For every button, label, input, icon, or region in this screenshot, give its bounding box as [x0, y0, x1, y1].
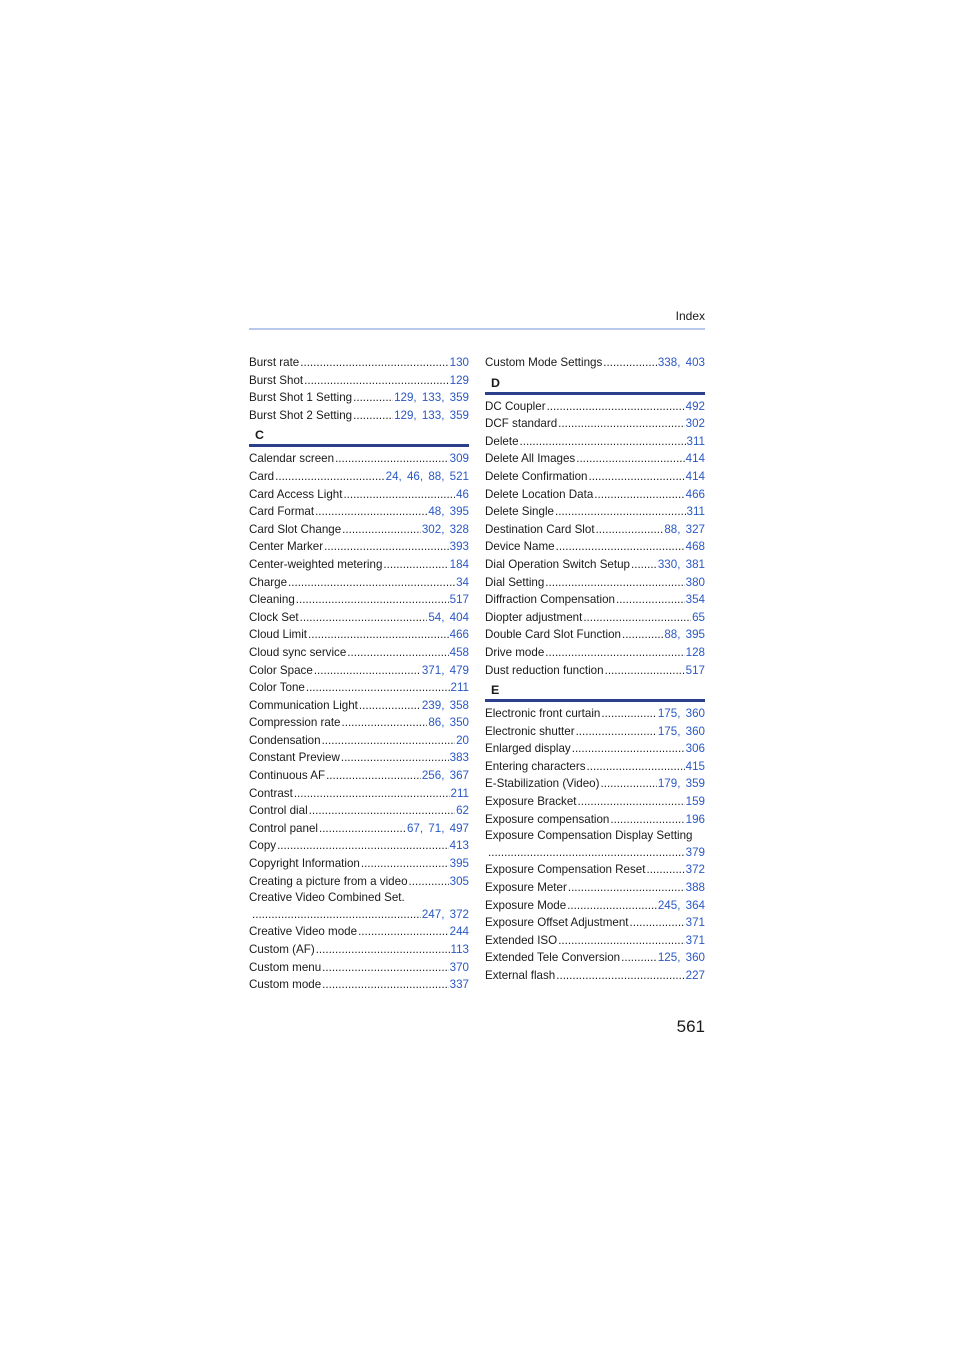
page-refs[interactable]: 370 — [449, 960, 469, 974]
leader-dots — [596, 521, 664, 539]
page-refs[interactable]: 128 — [685, 645, 705, 659]
page-refs[interactable]: 380 — [685, 575, 705, 589]
page-refs[interactable]: 129, 133, 359 — [394, 408, 469, 422]
index-entry — [249, 785, 469, 803]
leader-dots — [601, 705, 657, 723]
index-entry — [249, 837, 469, 855]
index-term: Copy — [249, 839, 277, 853]
page-refs[interactable]: 395 — [449, 857, 469, 871]
leader-dots — [601, 775, 657, 793]
leader-dots — [545, 644, 684, 662]
page-refs[interactable]: 517 — [685, 663, 705, 677]
page-refs[interactable]: 330, 381 — [657, 557, 705, 571]
page-refs[interactable]: 517 — [449, 593, 469, 607]
entry-group-top — [485, 354, 705, 372]
index-entry — [485, 398, 705, 416]
index-term: Entering characters — [485, 759, 586, 773]
leader-dots — [583, 609, 691, 627]
page-refs[interactable]: 130 — [449, 356, 469, 369]
index-entry — [249, 644, 469, 662]
entry-group-c — [249, 450, 469, 890]
index-entry — [249, 407, 469, 425]
page-refs[interactable]: 371, 479 — [421, 663, 469, 677]
index-term: Extended ISO — [485, 933, 558, 947]
index-term: Burst Shot — [249, 373, 304, 387]
page-refs[interactable]: 415 — [685, 759, 705, 773]
index-term: Dial Setting — [485, 575, 545, 589]
index-entry — [485, 932, 705, 950]
page-refs[interactable]: 113 — [450, 943, 469, 956]
index-term: Creating a picture from a video — [249, 874, 408, 888]
entry-group-d — [485, 398, 705, 680]
index-term: Color Space — [249, 663, 313, 677]
index-entry — [249, 354, 469, 372]
page-refs[interactable]: 175, 360 — [657, 707, 705, 721]
leader-dots — [358, 923, 449, 941]
index-entry — [249, 923, 469, 941]
page-refs[interactable]: 86, 350 — [428, 716, 469, 730]
leader-dots — [545, 574, 684, 592]
index-term: Card Access Light — [249, 487, 343, 501]
index-entry — [485, 897, 705, 915]
page-refs[interactable]: 371 — [685, 916, 705, 930]
leader-dots — [587, 758, 685, 776]
index-entry — [249, 767, 469, 785]
leader-dots — [558, 415, 684, 433]
index-term: Dust reduction function — [485, 663, 604, 677]
index-term: Compression rate — [249, 716, 341, 730]
leader-dots — [326, 767, 421, 785]
page-refs[interactable]: 129 — [449, 373, 469, 387]
section-letter: C — [255, 428, 264, 443]
page-refs[interactable]: 239, 358 — [421, 698, 469, 712]
index-term: Exposure Meter — [485, 881, 567, 895]
page-refs[interactable]: 338, 403 — [657, 356, 705, 369]
index-entry — [249, 732, 469, 750]
index-term: Delete Location Data — [485, 487, 594, 501]
leader-dots — [621, 949, 657, 967]
leader-dots — [547, 398, 685, 416]
index-entry — [485, 723, 705, 741]
page-refs[interactable]: 414 — [685, 452, 705, 466]
header-rule — [249, 328, 705, 330]
index-term: Creative Video mode — [249, 925, 358, 939]
index-entry — [485, 503, 705, 521]
leader-dots — [306, 679, 450, 697]
page-refs[interactable]: 179, 359 — [657, 777, 705, 791]
index-term: Control dial — [249, 804, 308, 818]
index-term: Communication Light — [249, 698, 358, 712]
index-term: Card — [249, 469, 275, 483]
leader-dots — [314, 662, 421, 680]
index-entry — [485, 609, 705, 627]
leader-dots — [316, 941, 450, 959]
page-refs[interactable]: 306 — [685, 742, 705, 756]
page-refs[interactable]: 354 — [685, 593, 705, 607]
entry-group-e — [485, 705, 705, 828]
leader-dots — [315, 503, 427, 521]
header-title: Index — [675, 309, 705, 323]
page-refs[interactable]: 125, 360 — [657, 951, 705, 965]
index-entry — [485, 967, 705, 985]
index-entry — [249, 802, 469, 820]
leader-dots — [309, 802, 455, 820]
page-refs[interactable]: 458 — [449, 645, 469, 659]
leader-dots — [520, 433, 686, 451]
leader-dots — [568, 879, 685, 897]
index-entry — [485, 433, 705, 451]
leader-dots — [556, 538, 685, 556]
index-entry — [485, 450, 705, 468]
index-term: Creative Video Combined Set. — [249, 891, 405, 905]
index-term: Electronic front curtain — [485, 707, 601, 721]
leader-dots — [361, 855, 449, 873]
index-term: Charge — [249, 575, 288, 589]
entry-group-e-after — [485, 861, 705, 984]
section-c-heading — [249, 424, 469, 450]
index-entry — [485, 740, 705, 758]
section-rule — [485, 699, 705, 702]
index-term: Exposure Compensation Display Setting — [485, 829, 693, 843]
page-refs[interactable]: 466 — [685, 487, 705, 501]
leader-dots — [322, 959, 448, 977]
leader-dots — [324, 538, 449, 556]
leader-dots — [622, 626, 663, 644]
index-entry — [485, 775, 705, 793]
index-entry — [485, 793, 705, 811]
page-refs[interactable]: 302 — [685, 417, 705, 431]
index-term: External flash — [485, 969, 556, 982]
entry-group-top — [249, 354, 469, 424]
leader-dots — [567, 897, 657, 915]
index-entry — [249, 450, 469, 468]
index-entry-wrapped — [249, 890, 469, 923]
index-term: Custom menu — [249, 960, 322, 974]
leader-dots — [308, 626, 449, 644]
index-term: Cloud Limit — [249, 628, 307, 642]
section-rule — [485, 392, 705, 395]
index-term: Contrast — [249, 786, 293, 800]
page-refs[interactable]: 379 — [685, 845, 705, 859]
index-entry — [485, 591, 705, 609]
leader-dots — [555, 503, 686, 521]
index-entry — [249, 503, 469, 521]
leader-dots — [610, 811, 684, 829]
page-refs[interactable]: 309 — [449, 452, 469, 466]
index-term: Electronic shutter — [485, 724, 575, 738]
index-entry — [249, 749, 469, 767]
page-refs[interactable]: 466 — [449, 628, 469, 642]
index-entry-wrapped — [485, 828, 705, 861]
index-entry — [249, 372, 469, 390]
index-term: Condensation — [249, 733, 321, 747]
leader-dots — [288, 574, 455, 592]
leader-dots — [296, 591, 449, 609]
leader-dots — [322, 732, 456, 750]
index-term: Dial Operation Switch Setup — [485, 557, 630, 571]
index-entry — [485, 644, 705, 662]
leader-dots — [252, 906, 421, 924]
index-term: Exposure Mode — [485, 898, 567, 912]
page-refs[interactable]: 372 — [685, 863, 705, 877]
leader-dots — [558, 932, 684, 950]
index-entry — [485, 468, 705, 486]
index-entry — [249, 714, 469, 732]
leader-dots — [277, 837, 449, 855]
page-refs[interactable]: 54, 404 — [428, 610, 469, 624]
index-entry — [249, 976, 469, 994]
index-entry — [485, 354, 705, 372]
leader-dots — [572, 740, 685, 758]
index-entry — [485, 861, 705, 879]
page-refs[interactable]: 34 — [456, 575, 469, 589]
index-entry — [249, 389, 469, 407]
index-entry — [249, 941, 469, 959]
page-refs[interactable]: 337 — [449, 978, 469, 992]
index-term: Custom mode — [249, 978, 322, 992]
index-entry — [249, 538, 469, 556]
index-term: Exposure Compensation Reset — [485, 863, 646, 877]
page-refs[interactable]: 211 — [450, 681, 469, 695]
leader-dots — [588, 468, 684, 486]
page-refs[interactable]: 414 — [685, 469, 705, 483]
page-refs[interactable]: 302, 328 — [421, 522, 469, 536]
section-d-heading — [485, 372, 705, 398]
page-refs[interactable]: 244 — [449, 925, 469, 939]
leader-dots — [341, 749, 449, 767]
index-term: Delete Confirmation — [485, 469, 588, 483]
index-entry — [249, 468, 469, 486]
index-entry — [485, 486, 705, 504]
page-refs[interactable]: 48, 395 — [428, 505, 469, 519]
index-term: Custom Mode Settings — [485, 356, 603, 369]
index-entry — [485, 705, 705, 723]
entry-group-c-after — [249, 923, 469, 993]
index-entry — [485, 914, 705, 932]
index-term: Delete Single — [485, 505, 554, 519]
index-entry — [485, 626, 705, 644]
index-term: Cleaning — [249, 593, 295, 607]
leader-dots — [300, 354, 448, 372]
index-term: Diopter adjustment — [485, 610, 583, 624]
index-term: Exposure Bracket — [485, 795, 577, 809]
index-entry — [249, 662, 469, 680]
index-term: DCF standard — [485, 417, 558, 431]
page-refs[interactable]: 159 — [685, 795, 705, 809]
leader-dots — [576, 723, 657, 741]
index-term: Burst Shot 2 Setting — [249, 408, 353, 422]
index-term: Color Tone — [249, 681, 305, 695]
index-term: Diffraction Compensation — [485, 593, 615, 607]
index-term: Constant Preview — [249, 751, 340, 765]
index-term: Card Format — [249, 505, 315, 519]
index-term: Double Card Slot Function — [485, 628, 621, 642]
leader-dots — [616, 591, 685, 609]
leader-dots — [576, 450, 684, 468]
index-entry — [249, 521, 469, 539]
index-entry — [249, 486, 469, 504]
index-entry — [249, 591, 469, 609]
leader-dots — [605, 662, 685, 680]
index-term: Exposure compensation — [485, 812, 610, 826]
index-column-right — [485, 354, 705, 985]
page-refs[interactable]: 247, 372 — [421, 907, 469, 921]
page-refs[interactable]: 371 — [685, 933, 705, 947]
page-number: 561 — [676, 1017, 705, 1036]
leader-dots — [353, 407, 393, 425]
index-term: Copyright Information — [249, 857, 360, 871]
index-entry — [249, 556, 469, 574]
leader-dots — [294, 785, 450, 803]
page-refs[interactable]: 311 — [686, 505, 705, 519]
index-entry — [249, 574, 469, 592]
page-refs[interactable]: 24, 46, 88, 521 — [385, 469, 469, 483]
index-entry — [485, 758, 705, 776]
leader-dots — [646, 861, 684, 879]
page-refs[interactable]: 388 — [685, 881, 705, 895]
index-term: Device Name — [485, 540, 555, 554]
leader-dots — [275, 468, 385, 486]
leader-dots — [631, 556, 657, 574]
page-refs[interactable]: 256, 367 — [421, 769, 469, 783]
page-refs[interactable]: 88, 395 — [664, 628, 705, 642]
index-term: Burst Shot 1 Setting — [249, 391, 353, 405]
index-entry — [249, 820, 469, 838]
page-refs[interactable]: 62 — [456, 804, 469, 818]
page-refs[interactable]: 311 — [686, 434, 705, 448]
page-refs[interactable]: 211 — [450, 786, 469, 800]
index-entry — [485, 811, 705, 829]
index-entry — [249, 873, 469, 891]
page-refs[interactable]: 227 — [685, 969, 705, 982]
page-refs[interactable]: 67, 71, 497 — [406, 821, 469, 835]
leader-dots — [335, 450, 449, 468]
index-entry — [485, 415, 705, 433]
index-term: Burst rate — [249, 356, 300, 369]
index-entry — [249, 959, 469, 977]
page-refs[interactable]: 383 — [449, 751, 469, 765]
index-entry — [485, 949, 705, 967]
index-term: Clock Set — [249, 610, 299, 624]
leader-dots — [353, 389, 393, 407]
index-entry — [485, 879, 705, 897]
leader-dots — [630, 914, 685, 932]
index-entry — [249, 855, 469, 873]
leader-dots — [488, 844, 685, 862]
page-refs[interactable]: 245, 364 — [657, 898, 705, 912]
page-refs[interactable]: 184 — [449, 557, 469, 571]
index-term: Custom (AF) — [249, 943, 315, 956]
index-term: Delete — [485, 434, 519, 448]
index-term: Extended Tele Conversion — [485, 951, 621, 965]
page-refs[interactable]: 492 — [685, 399, 705, 413]
leader-dots — [383, 556, 448, 574]
page-refs[interactable]: 20 — [456, 733, 469, 747]
index-term: Center Marker — [249, 540, 324, 554]
leader-dots — [322, 976, 448, 994]
page-refs[interactable]: 413 — [449, 839, 469, 853]
section-rule — [249, 444, 469, 447]
index-entry — [485, 556, 705, 574]
index-entry — [249, 626, 469, 644]
index-term: Exposure Offset Adjustment — [485, 916, 629, 930]
section-e-heading — [485, 679, 705, 705]
page-refs[interactable]: 393 — [449, 540, 469, 554]
index-term: DC Coupler — [485, 399, 546, 413]
page-refs[interactable]: 305 — [449, 874, 469, 888]
index-entry — [249, 609, 469, 627]
page-refs[interactable]: 468 — [685, 540, 705, 554]
leader-dots — [556, 967, 684, 985]
leader-dots — [347, 644, 448, 662]
leader-dots — [578, 793, 685, 811]
index-term: E-Stabilization (Video) — [485, 777, 600, 791]
leader-dots — [304, 372, 449, 390]
leader-dots — [603, 354, 657, 372]
index-term: Center-weighted metering — [249, 557, 383, 571]
leader-dots — [300, 609, 428, 627]
index-column-left — [249, 354, 469, 994]
index-entry — [249, 679, 469, 697]
leader-dots — [342, 714, 428, 732]
leader-dots — [594, 486, 684, 504]
index-term: Calendar screen — [249, 452, 335, 466]
index-entry — [485, 538, 705, 556]
leader-dots — [319, 820, 406, 838]
index-entry — [485, 662, 705, 680]
index-term: Card Slot Change — [249, 522, 342, 536]
index-term: Destination Card Slot — [485, 522, 595, 536]
index-term: Control panel — [249, 821, 318, 835]
index-term: Enlarged display — [485, 742, 571, 756]
index-entry — [485, 574, 705, 592]
page-refs[interactable]: 88, 327 — [664, 522, 705, 536]
page-refs[interactable]: 175, 360 — [657, 724, 705, 738]
index-entry — [249, 697, 469, 715]
index-term: Delete All Images — [485, 452, 576, 466]
page-refs[interactable]: 196 — [685, 812, 705, 826]
leader-dots — [343, 486, 455, 504]
index-entry — [485, 521, 705, 539]
page-refs[interactable]: 46 — [456, 487, 469, 501]
leader-dots — [359, 697, 421, 715]
index-term: Cloud sync service — [249, 645, 347, 659]
leader-dots — [409, 873, 449, 891]
section-letter: D — [491, 375, 500, 390]
index-term: Continuous AF — [249, 769, 326, 783]
leader-dots — [342, 521, 421, 539]
page-refs[interactable]: 129, 133, 359 — [394, 391, 469, 405]
page-refs[interactable]: 65 — [692, 610, 705, 624]
section-letter: E — [491, 683, 500, 698]
index-term: Drive mode — [485, 645, 545, 659]
